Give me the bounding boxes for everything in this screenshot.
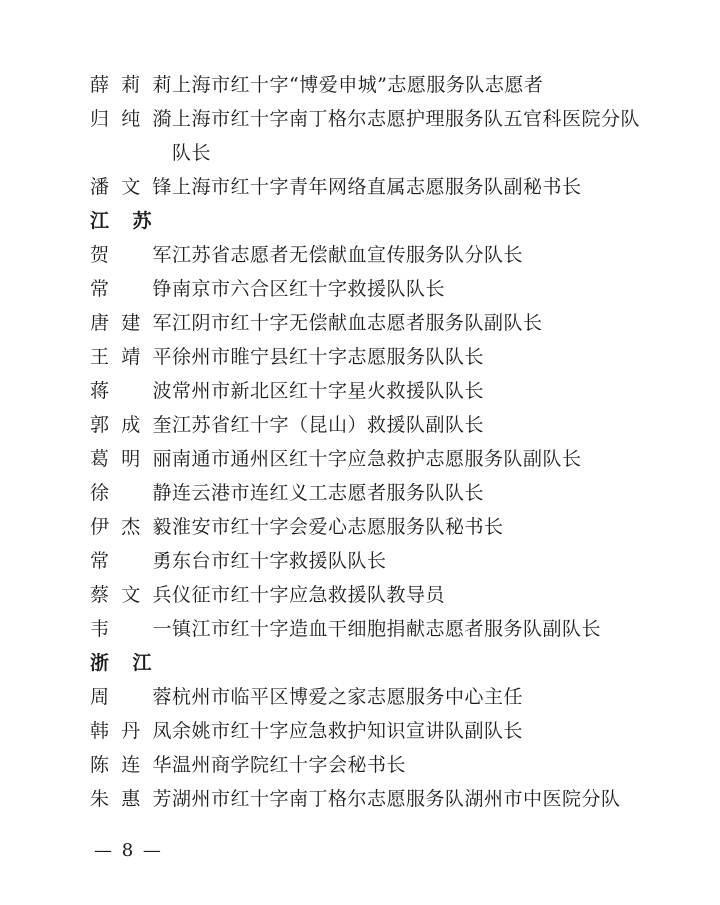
person-title: 连云港市连红义工志愿者服务队队长	[172, 482, 485, 504]
person-name: 蔡文兵	[90, 584, 172, 606]
person-name: 周蓉	[90, 686, 172, 708]
person-name: 郭成奎	[90, 414, 172, 436]
section-heading-jiangsu	[90, 204, 650, 238]
list-item	[90, 374, 650, 408]
person-title: 淮安市红十字会爱心志愿服务队秘书长	[172, 516, 504, 538]
person-title: 上海市红十字“博爱申城”志愿服务队志愿者	[172, 74, 544, 96]
list-item	[90, 272, 650, 306]
list-item	[90, 578, 650, 612]
honoree-list	[90, 68, 650, 816]
person-name: 潘文锋	[90, 176, 172, 198]
person-name: 朱惠芳	[90, 788, 172, 810]
person-name: 常勇	[90, 550, 172, 572]
person-title: 余姚市红十字应急救护知识宣讲队副队长	[172, 720, 524, 742]
person-name: 韦一	[90, 618, 172, 640]
person-title: 南京市六合区红十字救援队队长	[172, 278, 446, 300]
list-item	[90, 238, 650, 272]
person-title: 江苏省红十字（昆山）救援队副队长	[172, 414, 485, 436]
person-title: 湖州市红十字南丁格尔志愿服务队湖州市中医院分队	[172, 788, 621, 810]
person-title: 南通市通州区红十字应急救护志愿服务队副队长	[172, 448, 582, 470]
person-title: 东台市红十字救援队队长	[172, 550, 387, 572]
person-title: 温州商学院红十字会秘书长	[172, 754, 407, 776]
list-item	[90, 170, 650, 204]
person-name: 蒋波	[90, 380, 172, 402]
person-title: 徐州市睢宁县红十字志愿服务队队长	[172, 346, 485, 368]
person-title: 杭州市临平区博爱之家志愿服务中心主任	[172, 686, 524, 708]
list-item	[90, 476, 650, 510]
page-number: — 8 —	[94, 840, 163, 861]
list-item	[90, 408, 650, 442]
list-item	[90, 340, 650, 374]
list-item	[90, 748, 650, 782]
list-item	[90, 306, 650, 340]
person-name: 伊杰毅	[90, 516, 172, 538]
list-item	[90, 782, 650, 816]
list-item	[90, 714, 650, 748]
list-item	[90, 680, 650, 714]
section-heading-zhejiang	[90, 646, 650, 680]
person-name: 徐静	[90, 482, 172, 504]
person-name: 常铮	[90, 278, 172, 300]
person-name: 葛明丽	[90, 448, 172, 470]
person-title: 上海市红十字南丁格尔志愿护理服务队五官科医院分队队长	[172, 108, 641, 164]
person-name: 归纯漪	[90, 108, 172, 130]
person-title: 常州市新北区红十字星火救援队队长	[172, 380, 485, 402]
list-item	[90, 442, 650, 476]
person-name: 薛莉莉	[90, 74, 172, 96]
list-item	[90, 102, 650, 170]
person-title: 仪征市红十字应急救援队教导员	[172, 584, 446, 606]
person-title: 江阴市红十字无偿献血志愿者服务队副队长	[172, 312, 543, 334]
person-title: 江苏省志愿者无偿献血宣传服务队分队长	[172, 244, 524, 266]
list-item	[90, 510, 650, 544]
person-name: 王靖平	[90, 346, 172, 368]
person-name: 唐建军	[90, 312, 172, 334]
person-name: 贺军	[90, 244, 172, 266]
list-item	[90, 68, 650, 102]
person-title: 镇江市红十字造血干细胞捐献志愿者服务队副队长	[172, 618, 602, 640]
person-title: 上海市红十字青年网络直属志愿服务队副秘书长	[172, 176, 582, 198]
person-name: 韩丹凤	[90, 720, 172, 742]
person-name: 陈连华	[90, 754, 172, 776]
list-item	[90, 612, 650, 646]
province-heading: 浙江	[90, 652, 152, 674]
province-heading: 江苏	[90, 210, 152, 232]
list-item	[90, 544, 650, 578]
